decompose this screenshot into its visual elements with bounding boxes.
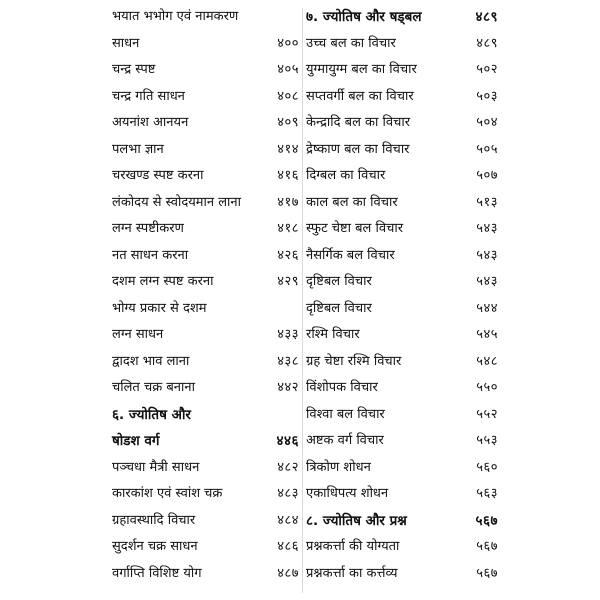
page-number: ४८९ [475, 9, 498, 25]
entry-title: कारकांश एवं स्वांश चक्र [112, 486, 223, 501]
entry-title: पलभा ज्ञान [112, 141, 164, 157]
page-number: ४४२ [277, 380, 299, 395]
chapter-heading-row [306, 6, 498, 33]
page-number: ४०० [277, 35, 299, 51]
page-number: ४८३ [277, 486, 299, 501]
contents-entry-row [306, 298, 498, 325]
entry-title: भोग्य प्रकार से दशम [112, 300, 207, 316]
contents-entry-row [306, 165, 498, 192]
page-number: ४८६ [277, 539, 299, 554]
entry-title: लग्न स्पष्टीकरण [112, 221, 184, 236]
contents-entry-row [306, 112, 498, 139]
contents-entry-row [112, 112, 299, 139]
contents-entry-row [112, 245, 299, 272]
page-number: ४०८ [277, 88, 299, 104]
page-number: ५०७ [476, 168, 498, 183]
entry-title: प्रश्नकर्त्ता की योग्यता [306, 539, 400, 554]
entry-title: चरखण्ड स्पष्ट करना [112, 168, 204, 183]
chapter-heading-row [306, 510, 498, 537]
page-number: ४१६ [277, 168, 299, 183]
contents-entry-row [306, 457, 498, 484]
contents-entry-row [112, 165, 299, 192]
contents-entry-row [306, 218, 498, 245]
page-number: ५६७ [475, 512, 498, 529]
page-number: ४०५ [277, 62, 299, 77]
contents-entry-row [112, 218, 299, 245]
entry-title: दृष्टिबल विचार [306, 274, 372, 289]
page-number: ४३८ [277, 353, 299, 369]
entry-title: साधन [112, 35, 140, 51]
entry-title: त्रिकोण शोधन [306, 459, 371, 475]
contents-entry-row [306, 271, 498, 298]
contents-entry-row [306, 139, 498, 166]
page-number: ५४३ [476, 274, 498, 289]
page-number: ५४३ [476, 221, 498, 236]
page-number: ४८९ [476, 35, 498, 51]
entry-title: युग्मायुग्म बल का विचार [306, 62, 417, 77]
entry-title: लग्न साधन [112, 327, 164, 342]
contents-entry-row [306, 430, 498, 457]
page-number: ४८२ [277, 459, 299, 475]
entry-title: रश्मि विचार [306, 327, 360, 342]
contents-entry-row [112, 33, 299, 60]
contents-entry-row [306, 351, 498, 378]
entry-title: द्वादश भाव लाना [112, 353, 190, 369]
entry-title: चन्द्र गति साधन [112, 88, 185, 104]
contents-entry-row [306, 404, 498, 431]
contents-entry-row [306, 377, 498, 404]
contents-entry-row [112, 192, 299, 219]
page-number: ४१८ [277, 221, 299, 236]
entry-title: नैसर्गिक बल विचार [306, 247, 395, 263]
entry-title: लंकोदय से स्वोदयमान लाना [112, 194, 242, 210]
entry-title: चलित चक्र बनाना [112, 380, 195, 395]
entry-title: केन्द्रादि बल का विचार [306, 115, 411, 130]
entry-title: द्रेष्काण बल का विचार [306, 141, 410, 157]
entry-title: पञ्चधा मैत्री साधन [112, 459, 200, 475]
page-number: ५०५ [476, 141, 498, 157]
page-number: ४२९ [277, 274, 299, 289]
contents-column-right [306, 6, 498, 589]
contents-entry-row [112, 377, 299, 404]
page-number: ५०४ [476, 115, 498, 130]
page-number: ५४५ [476, 327, 498, 342]
page-number: ५६० [476, 459, 498, 475]
contents-entry-row [112, 6, 299, 33]
page-number: ५५० [476, 380, 498, 395]
contents-entry-row [112, 536, 299, 563]
contents-entry-row [306, 192, 498, 219]
contents-entry-row [112, 483, 299, 510]
contents-entry-row [306, 33, 498, 60]
contents-entry-row [306, 483, 498, 510]
entry-title: काल बल का विचार [306, 194, 398, 210]
entry-title: दशम लग्न स्पष्ट करना [112, 274, 214, 289]
chapter-title: ६. ज्योतिष और [112, 406, 191, 423]
contents-entry-row [306, 59, 498, 86]
page-number: ५४८ [476, 353, 498, 369]
entry-title: दिग्बल का विचार [306, 168, 386, 183]
contents-entry-row [112, 457, 299, 484]
entry-title: नत साधन करना [112, 247, 189, 263]
entry-title: विंशोपक विचार [306, 380, 378, 395]
page-number: ५५२ [476, 406, 498, 422]
entry-title: एकाधिपत्य शोधन [306, 486, 389, 501]
contents-entry-row [112, 298, 299, 325]
entry-title: स्फुट चेष्टा बल विचार [306, 221, 404, 236]
entry-title: प्रश्नकर्त्ता का कर्त्तव्य [306, 565, 398, 581]
page-number: ५४३ [476, 247, 498, 263]
chapter-title: ८. ज्योतिष और प्रश्न [306, 512, 407, 529]
entry-title: चन्द्र स्पष्ट [112, 62, 156, 77]
page-number: ४४६ [276, 433, 299, 449]
contents-entry-row [112, 510, 299, 537]
page-number: ४२६ [277, 247, 299, 263]
page-number: ४१७ [277, 194, 299, 210]
contents-entry-row [306, 324, 498, 351]
page-number: ४८७ [277, 565, 299, 581]
contents-column-left [112, 6, 299, 589]
contents-entry-row [112, 351, 299, 378]
entry-title: ग्रह चेष्टा रश्मि विचार [306, 353, 402, 369]
chapter-title: ७. ज्योतिष और षड्बल [306, 9, 422, 25]
entry-title: सप्तवर्गी बल का विचार [306, 88, 414, 104]
contents-entry-row [112, 86, 299, 113]
page-number: ५६३ [476, 486, 498, 501]
contents-entry-row [112, 139, 299, 166]
page-number: ४१४ [277, 141, 299, 157]
page-number: ५६७ [476, 565, 498, 581]
entry-title: अयनांश आनयन [112, 115, 189, 130]
page-number: ५०३ [476, 88, 498, 104]
entry-title: दृष्टिबल विचार [306, 300, 372, 316]
contents-entry-row [112, 563, 299, 590]
entry-title: ग्रहावस्थादि विचार [112, 512, 196, 528]
page-number: ४०९ [277, 115, 299, 130]
page-number: ५०२ [476, 62, 498, 77]
chapter-title: षोडश वर्ग [112, 433, 160, 449]
page-number: ५१३ [476, 194, 498, 210]
chapter-heading-row [112, 404, 299, 431]
contents-entry-row [306, 563, 498, 590]
contents-entry-row [112, 271, 299, 298]
entry-title: वर्गाप्ति विशिष्ट योग [112, 565, 202, 581]
page-number: ४८४ [277, 512, 299, 528]
page-number: ५४४ [476, 300, 498, 316]
column-divider [302, 8, 303, 593]
entry-title: अष्टक वर्ग विचार [306, 433, 384, 448]
contents-entry-row [112, 324, 299, 351]
contents-entry-row [306, 245, 498, 272]
entry-title: उच्च बल का विचार [306, 35, 396, 51]
page-number: ४३३ [277, 327, 299, 342]
page-number: ५६७ [476, 539, 498, 554]
contents-entry-row [306, 536, 498, 563]
entry-title: भयात भभोग एवं नामकरण [112, 9, 239, 24]
contents-entry-row [112, 59, 299, 86]
entry-title: सुदर्शन चक्र साधन [112, 539, 198, 554]
contents-entry-row [306, 86, 498, 113]
chapter-heading-row [112, 430, 299, 457]
entry-title: विश्वा बल विचार [306, 406, 385, 422]
page-number: ५५३ [476, 433, 498, 448]
